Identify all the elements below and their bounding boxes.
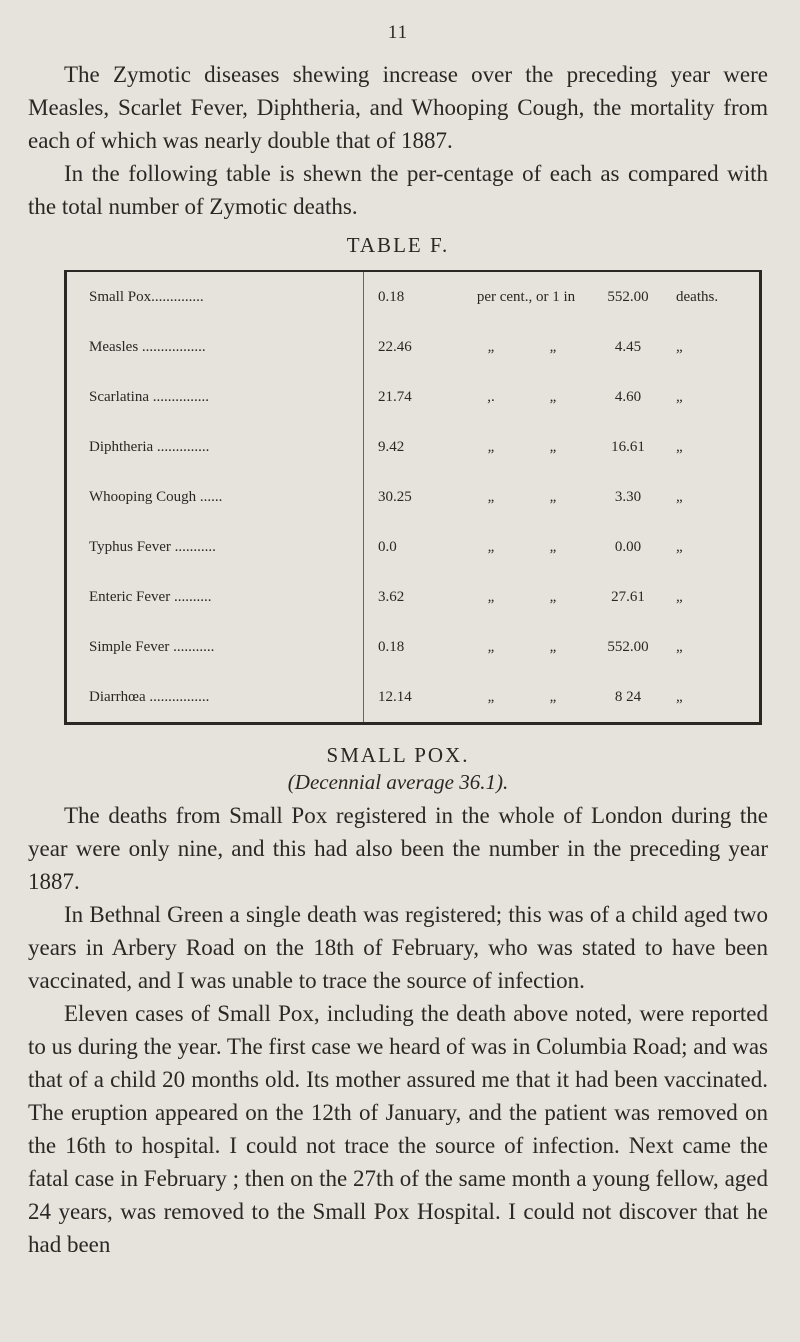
one-in-deaths-value: 552.00 bbox=[607, 638, 649, 655]
table-row bbox=[67, 422, 759, 472]
ditto-mark: „ bbox=[549, 388, 557, 405]
one-in-deaths-value: 552.00 bbox=[607, 288, 649, 305]
table-row bbox=[67, 472, 759, 522]
per-cent-phrase: per cent., or 1 in bbox=[476, 288, 576, 305]
percentage-value: 9.42 bbox=[378, 438, 405, 455]
ditto-mark: „ bbox=[487, 538, 495, 555]
ditto-mark: „ bbox=[549, 338, 557, 355]
percentage-value: 0.0 bbox=[378, 538, 397, 555]
ditto-mark: „ bbox=[487, 588, 495, 605]
zymotic-percentage-table bbox=[67, 272, 759, 722]
ditto-mark: „ bbox=[549, 438, 557, 455]
ditto-mark: „ bbox=[487, 338, 495, 355]
deaths-unit: deaths. bbox=[676, 288, 719, 305]
disease-name: Typhus Fever ........... bbox=[67, 522, 364, 572]
small-pox-paragraph-3: Eleven cases of Small Pox, including the death above noted, were reported to us during the year. The first case we heard of was in Columbia Road; and was that of a child 20 months old. Its mother assured me that it had been vaccinated. The eruption appeared on the 12th of January, and the patient was removed on the 16th to hospital. I could not trace the source of infection. Next came the fatal case in February ; then on the 27th of the same month a young fellow, aged 24 years, was removed to the Small Pox Hospital. I could not discover that he had been bbox=[28, 1001, 768, 1257]
table-row bbox=[67, 622, 759, 672]
disease-name: Whooping Cough ...... bbox=[67, 472, 364, 522]
table-row bbox=[67, 372, 759, 422]
percentage-value: 21.74 bbox=[378, 388, 412, 405]
percentage-value: 0.18 bbox=[378, 288, 405, 305]
table-title: TABLE F. bbox=[346, 233, 450, 257]
page-number: 11 bbox=[387, 22, 409, 43]
table-row bbox=[67, 272, 759, 322]
ditto-mark: „ bbox=[487, 688, 495, 705]
ditto-mark: „ bbox=[487, 638, 495, 655]
disease-name: Simple Fever ........... bbox=[67, 622, 364, 672]
ditto-mark: „ bbox=[549, 588, 557, 605]
decennial-average-note: (Decennial average 36.1). bbox=[287, 770, 509, 794]
ditto-mark: „ bbox=[676, 488, 683, 505]
disease-name: Diarrhœa ................ bbox=[67, 672, 364, 722]
one-in-deaths-value: 4.45 bbox=[614, 338, 642, 355]
ditto-mark: „ bbox=[487, 488, 495, 505]
ditto-mark: „ bbox=[676, 688, 683, 705]
section-heading-small-pox: SMALL POX. bbox=[326, 743, 470, 767]
disease-name: Diphtheria .............. bbox=[67, 422, 364, 472]
percentage-value: 22.46 bbox=[378, 338, 412, 355]
table-row bbox=[67, 572, 759, 622]
ditto-mark: „ bbox=[676, 588, 683, 605]
one-in-deaths-value: 0.00 bbox=[614, 538, 642, 555]
ditto-mark: „ bbox=[549, 538, 557, 555]
ditto-mark: „ bbox=[676, 638, 683, 655]
disease-name: Small Pox.............. bbox=[67, 272, 364, 322]
table-row bbox=[67, 322, 759, 372]
small-pox-paragraph-1: The deaths from Small Pox registered in the whole of London during the year were only nine, and this had also been the number in the preceding year 1887. bbox=[28, 803, 768, 894]
percentage-value: 30.25 bbox=[378, 488, 412, 505]
table-row bbox=[67, 672, 759, 722]
percentage-value: 0.18 bbox=[378, 638, 405, 655]
ditto-mark: „ bbox=[676, 388, 683, 405]
disease-name: Scarlatina ............... bbox=[67, 372, 364, 422]
intro-paragraph-2: In the following table is shewn the per-centage of each as compared with the total number of Zymotic deaths. bbox=[28, 161, 768, 219]
ditto-mark: „ bbox=[549, 638, 557, 655]
percentage-value: 3.62 bbox=[378, 588, 405, 605]
percentage-value: 12.14 bbox=[378, 688, 412, 705]
ditto-mark: „ bbox=[549, 488, 557, 505]
ditto-mark: „ bbox=[676, 338, 683, 355]
disease-name: Measles ................. bbox=[67, 322, 364, 372]
ditto-mark: „ bbox=[549, 688, 557, 705]
one-in-deaths-value: 8 24 bbox=[614, 688, 642, 705]
table-row bbox=[67, 522, 759, 572]
ditto-mark: „ bbox=[676, 538, 683, 555]
disease-name: Enteric Fever .......... bbox=[67, 572, 364, 622]
one-in-deaths-value: 27.61 bbox=[611, 588, 645, 605]
one-in-deaths-value: 3.30 bbox=[614, 488, 642, 505]
intro-paragraph-1: The Zymotic diseases shewing increase over the preceding year were Measles, Scarlet Fever, Diphtheria, and Whooping Cough, the mortality from each of which was nearly double that of 1887. bbox=[28, 62, 768, 153]
table-frame bbox=[64, 270, 762, 725]
one-in-deaths-value: 4.60 bbox=[614, 388, 642, 405]
one-in-deaths-value: 16.61 bbox=[611, 438, 645, 455]
ditto-mark: „ bbox=[676, 438, 683, 455]
ditto-mark: ,. bbox=[487, 388, 495, 405]
small-pox-paragraph-2: In Bethnal Green a single death was registered; this was of a child aged two years in Arbery Road on the 18th of February, who was stated to have been vaccinated, and I was unable to trace the source of infection. bbox=[28, 902, 768, 993]
ditto-mark: „ bbox=[487, 438, 495, 455]
